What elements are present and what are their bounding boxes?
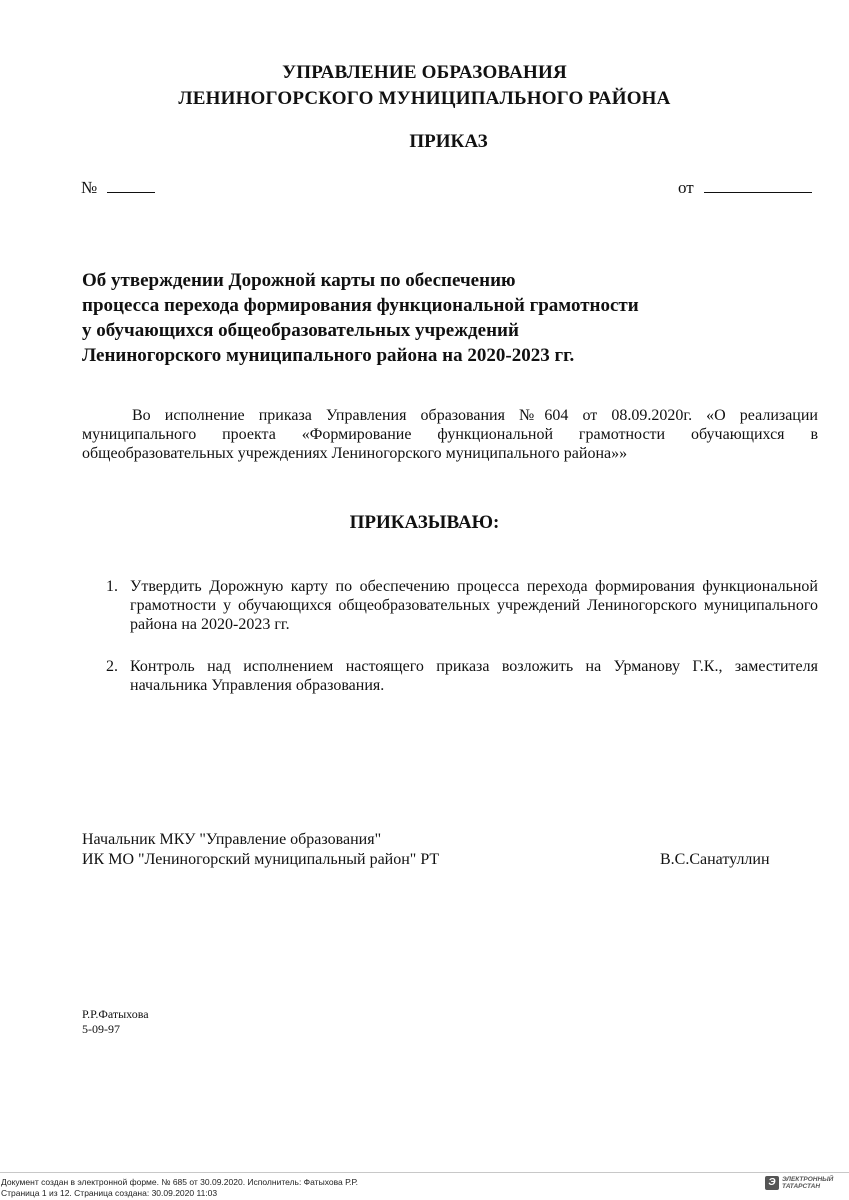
- executor-name: Р.Р.Фатыхова: [82, 1007, 149, 1021]
- position-line2: ИК МО "Лениногорский муниципальный район" РТ: [82, 851, 440, 868]
- document-type: ПРИКАЗ: [409, 131, 488, 152]
- item-number: 1.: [106, 578, 118, 595]
- footer-line1: Документ создан в электронной форме. № 685 от 30.09.2020. Исполнитель: Фатыхова Р.Р.: [1, 1177, 358, 1187]
- preamble-paragraph: Во исполнение приказа Управления образования №604 от 08.09.2020г. «О реализации муниципального проекта «Формирование функциональной грамотности обучающихся в общеобразовательных учреждениях Лениногорского муниципального района»»: [82, 407, 818, 462]
- order-number-field: [81, 178, 155, 198]
- subject-line: у обучающихся общеобразовательных учреждений: [82, 320, 519, 341]
- item-text: Утвердить Дорожную карту по обеспечению процесса перехода формирования функциональной грамотности у обучающихся общеобразовательных учреждений Лениногорского муниципального района на 2020-2023 гг.: [130, 578, 818, 633]
- subject-line: процесса перехода формирования функциональной грамотности: [82, 295, 639, 316]
- list-item: [106, 657, 818, 695]
- logo-line1: ЭЛЕКТРОННЫЙ: [782, 1176, 834, 1183]
- executor-block: [82, 1007, 149, 1037]
- order-date-field: [678, 178, 812, 198]
- position-line1: Начальник МКУ "Управление образования": [82, 831, 382, 848]
- signatory-position: [82, 830, 439, 870]
- logo-mark-icon: Э: [765, 1176, 779, 1190]
- signatory-name: В.С.Санатуллин: [660, 851, 770, 868]
- list-item: [106, 577, 818, 634]
- item-number: 2.: [106, 658, 118, 675]
- command-heading: ПРИКАЗЫВАЮ:: [349, 512, 500, 533]
- date-blank: [704, 178, 812, 193]
- logo-line2: ТАТАРСТАН: [782, 1183, 821, 1190]
- footer-text: [1, 1177, 358, 1199]
- item-text: Контроль над исполнением настоящего приказа возложить на Урманову Г.К., заместителя начальника Управления образования.: [130, 658, 818, 694]
- subject-line: Об утверждении Дорожной карты по обеспечению: [82, 270, 516, 291]
- number-blank: [107, 178, 155, 193]
- date-label: от: [678, 178, 694, 197]
- footer-divider: [0, 1172, 849, 1173]
- org-name-line2: ЛЕНИНОГОРСКОГО МУНИЦИПАЛЬНОГО РАЙОНА: [178, 88, 671, 109]
- number-label: №: [81, 178, 98, 197]
- org-name-line1: УПРАВЛЕНИЕ ОБРАЗОВАНИЯ: [282, 62, 567, 83]
- order-subject: [82, 268, 722, 368]
- subject-line: Лениногорского муниципального района на 2020-2023 гг.: [82, 345, 575, 366]
- footer-line2: Страница 1 из 12. Страница создана: 30.09.2020 11:03: [1, 1188, 218, 1198]
- electronic-tatarstan-logo: [765, 1176, 833, 1190]
- executor-phone: 5-09-97: [82, 1022, 120, 1036]
